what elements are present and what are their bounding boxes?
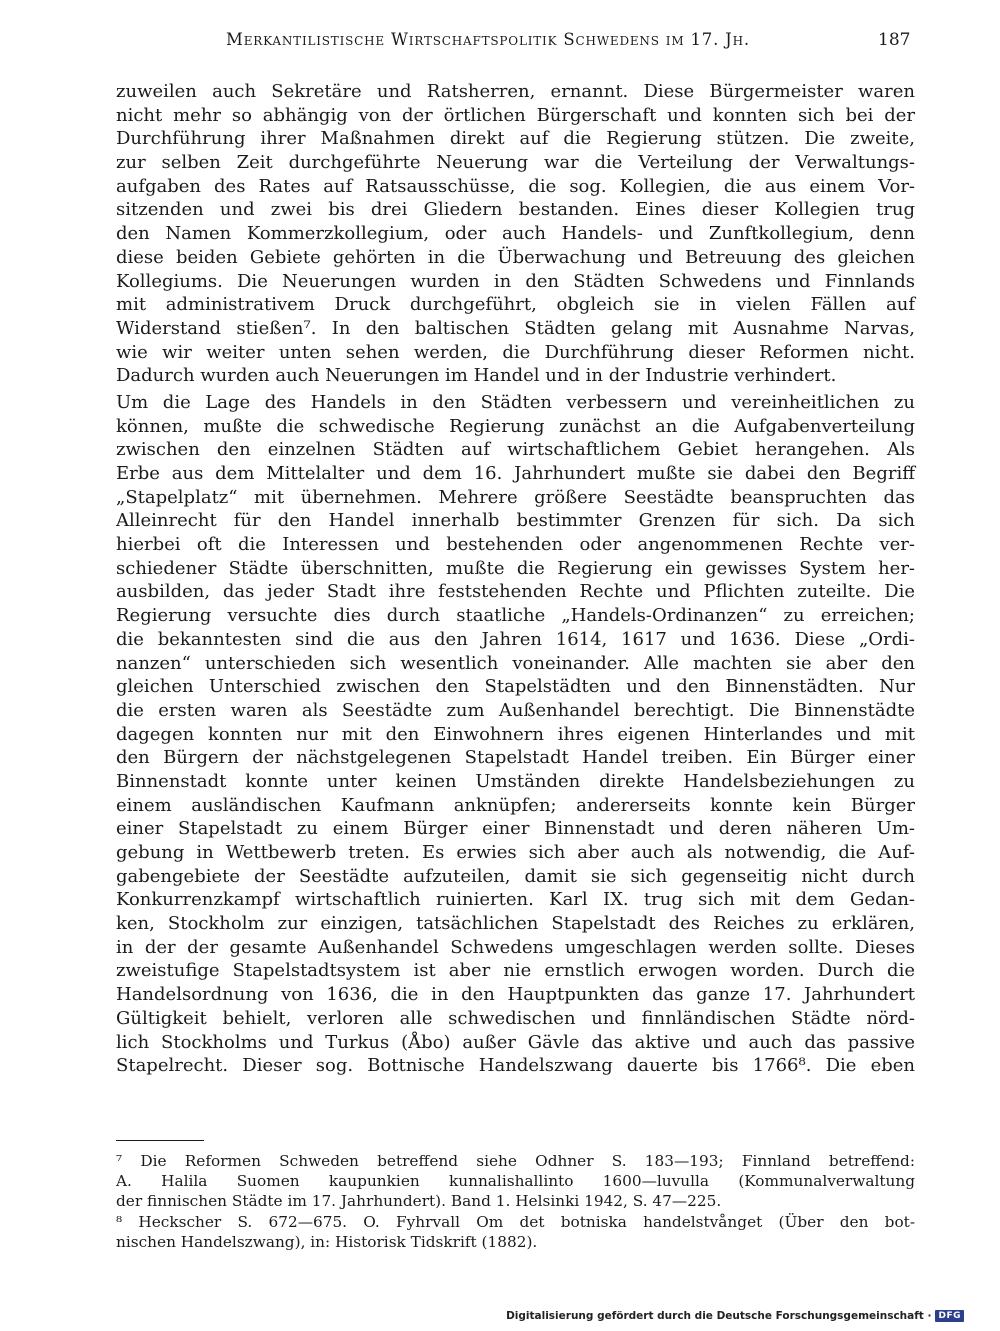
text-line: Regierung versuchte dies durch staatliche „Handels-Ordinanzen“ zu erreichen; — [116, 605, 915, 627]
text-line: den Namen Kommerzkollegium, oder auch Handels- und Zunftkollegium, denn — [116, 223, 915, 245]
text-line: nanzen“ unterschieden sich wesentlich voneinander. Alle machten sie aber den — [116, 652, 915, 674]
text-line: den Bürgern der nächstgelegenen Stapelstadt Handel treiben. Ein Bürger einer — [116, 747, 915, 769]
footnote-line: A. Halila Suomen kaupunkien kunnalishallinto 1600—luvulla (Kommunalverwaltung — [116, 1172, 915, 1191]
text-line: gebung in Wettbewerb treten. Es erwies sich aber auch als notwendig, die Auf- — [116, 842, 915, 863]
text-line: können, mußte die schwedische Regierung zunächst an die Aufgabenverteilung — [116, 415, 915, 437]
text-line: aufgaben des Rates auf Ratsausschüsse, die sog. Kollegien, die aus einem Vor- — [116, 175, 915, 197]
page-number: 187 — [878, 30, 911, 50]
footnote-line: ⁷ Die Reformen Schweden betreffend siehe Odhner S. 183—193; Finnland betreffend: — [116, 1152, 915, 1170]
body-text — [116, 80, 915, 1078]
credit-text: Digitalisierung gefördert durch die Deutsche Forschungsgemeinschaft · — [506, 1310, 932, 1322]
text-line: in der der gesamte Außenhandel Schwedens umgeschlagen werden sollte. Dieses — [116, 936, 915, 958]
text-line: zweistufige Stapelstadtsystem ist aber nie ernstlich erwogen worden. Durch die — [116, 960, 915, 982]
text-line: Gültigkeit behielt, verloren alle schwedischen und finnländischen Städte nörd- — [116, 1007, 915, 1029]
footnote-line: der finnischen Städte im 17. Jahrhundert). Band 1. Helsinki 1942, S. 47—225. — [116, 1192, 722, 1211]
text-line: Handelsordnung von 1636, die in den Hauptpunkten das ganze 17. Jahrhundert — [116, 984, 915, 1006]
text-line: einer Stapelstadt zu einem Bürger einer Binnenstadt und deren näheren Um- — [116, 818, 915, 840]
text-line: Kollegiums. Die Neuerungen wurden in den Städten Schwedens und Finnlands — [116, 270, 915, 292]
text-line: dagegen konnten nur mit den Einwohnern ihres eigenen Hinterlandes und mit — [116, 723, 915, 745]
text-line: hierbei oft die Interessen und bestehenden oder angenommenen Rechte ver- — [116, 534, 915, 556]
text-line: nicht mehr so abhängig von der örtlichen Bürgerschaft und konnten sich bei der — [116, 104, 915, 126]
text-line: zuweilen auch Sekretäre und Ratsherren, ernannt. Diese Bürgermeister waren — [116, 81, 915, 102]
text-line: Um die Lage des Handels in den Städten verbessern und vereinheitlichen zu — [116, 391, 915, 413]
text-line: zur selben Zeit durchgeführte Neuerung war die Verteilung der Verwaltungs- — [116, 152, 915, 174]
digitization-credit — [506, 1310, 964, 1322]
text-line: diese beiden Gebiete gehörten in die Überwachung und Betreuung des gleichen — [116, 246, 915, 268]
text-line: gabengebiete der Seestädte aufzuteilen, damit sie sich gegenseitig nicht durch — [116, 865, 915, 887]
footnote-line: ⁸ Heckscher S. 672—675. O. Fyhrvall Om det botniska handelstvånget (Über den bot- — [116, 1212, 915, 1231]
text-line: Stapelrecht. Dieser sog. Bottnische Handelszwang dauerte bis 1766⁸. Die eben — [116, 1055, 915, 1077]
text-line: wie wir weiter unten sehen werden, die Durchführung dieser Reformen nicht. — [116, 341, 915, 363]
footnotes — [116, 1151, 915, 1252]
footnote-divider — [116, 1140, 204, 1141]
text-line: ausbilden, das jeder Stadt ihre feststehenden Rechte und Pflichten zuteilte. Die — [116, 581, 915, 603]
text-line: Dadurch wurden auch Neuerungen im Handel und in der Industrie verhindert. — [116, 365, 837, 387]
text-line: Durchführung ihrer Maßnahmen direkt auf die Regierung stützen. Die zweite, — [116, 128, 915, 150]
footnote-line: nischen Handelszwang), in: Historisk Tidskrift (1882). — [116, 1232, 538, 1251]
page-header — [0, 30, 1000, 56]
text-line: sitzenden und zwei bis drei Gliedern bestanden. Eines dieser Kollegien trug — [116, 199, 915, 221]
text-line: Binnenstadt konnte unter keinen Umständen direkte Handelsbeziehungen zu — [116, 770, 915, 792]
text-line: die ersten waren als Seestädte zum Außenhandel berechtigt. Die Binnenstädte — [116, 699, 915, 721]
text-line: Erbe aus dem Mittelalter und dem 16. Jahrhundert mußte sie dabei den Begriff — [116, 463, 915, 484]
text-line: schiedener Städte überschnitten, mußte die Regierung ein gewisses System her- — [116, 557, 915, 579]
text-line: die bekanntesten sind die aus den Jahren 1614, 1617 und 1636. Diese „Ordi- — [116, 628, 915, 650]
dfg-logo-icon: DFG — [935, 1310, 964, 1322]
text-line: „Stapelplatz“ mit übernehmen. Mehrere größere Seestädte beanspruchten das — [116, 486, 915, 508]
text-line: zwischen den einzelnen Städten auf wirtschaftlichem Gebiet herangehen. Als — [116, 439, 915, 461]
text-line: Widerstand stießen⁷. In den baltischen Städten gelang mit Ausnahme Narvas, — [116, 317, 915, 339]
text-line: ken, Stockholm zur einzigen, tatsächlichen Stapelstadt des Reiches zu erklären, — [116, 913, 915, 935]
text-line: mit administrativem Druck durchgeführt, obgleich sie in vielen Fällen auf — [116, 294, 915, 316]
text-line: gleichen Unterschied zwischen den Stapelstädten und den Binnenstädten. Nur — [116, 676, 915, 698]
text-line: einem ausländischen Kaufmann anknüpfen; andererseits konnte kein Bürger — [116, 794, 915, 816]
running-title: Merkantilistische Wirtschaftspolitik Schwedens im 17. Jh. — [226, 30, 750, 49]
text-line: Konkurrenzkampf wirtschaftlich ruinierten. Karl IX. trug sich mit dem Gedan- — [116, 889, 915, 911]
text-line: Alleinrecht für den Handel innerhalb bestimmter Grenzen für sich. Da sich — [116, 510, 915, 532]
text-line: lich Stockholms und Turkus (Åbo) außer Gävle das aktive und auch das passive — [116, 1031, 915, 1053]
